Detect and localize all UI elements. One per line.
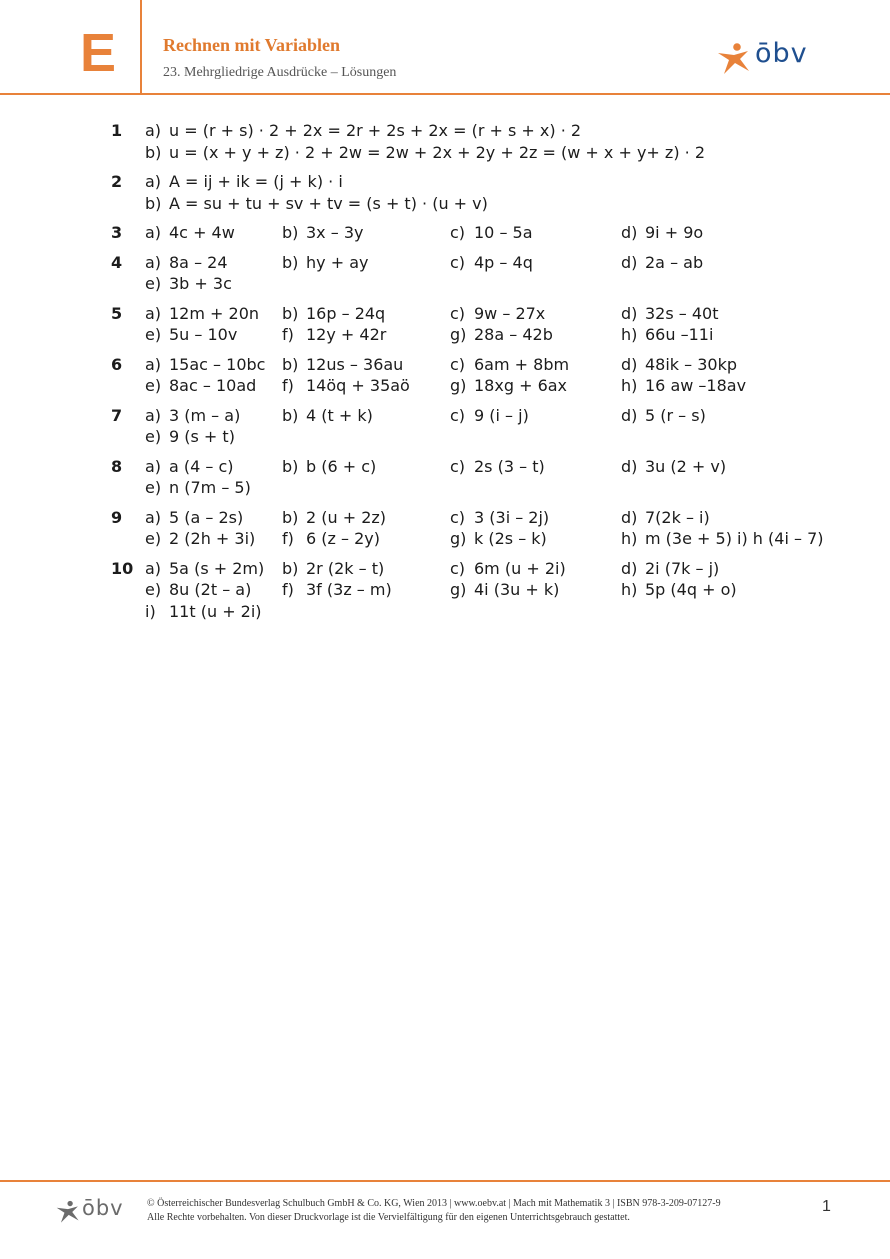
answer-label: d) (621, 354, 638, 374)
answer-text: A = su + tu + sv + tv = (s + t) · (u + v) (169, 193, 488, 213)
exercise-number: 10 (111, 558, 134, 578)
answer-label: c) (450, 558, 466, 578)
answer-label: d) (621, 252, 638, 272)
answer-text: 12y + 42r (306, 325, 387, 344)
answer-text: 14öq + 35aö (306, 376, 410, 395)
answer-row (0, 222, 890, 244)
answer-item (621, 405, 706, 427)
answer-text: 2 (u + 2z) (306, 507, 387, 527)
answer-item (145, 273, 232, 295)
answer-label: f) (282, 580, 294, 599)
answer-label: g) (450, 325, 467, 344)
answer-label: e) (145, 325, 162, 344)
answer-label: a) (145, 558, 162, 578)
exercise-number: 4 (111, 252, 123, 272)
answer-text: u = (r + s) · 2 + 2x = 2r + 2s + 2x = (r + s + x) · 2 (169, 121, 582, 140)
answer-text: 12m + 20n (169, 303, 260, 323)
page-subtitle: 23. Mehrgliedrige Ausdrücke – Lösungen (163, 65, 397, 80)
answer-text: 3f (3z – m) (306, 580, 392, 599)
answer-label: a) (145, 507, 162, 527)
answer-label: b) (282, 405, 299, 425)
answer-row (0, 579, 890, 601)
answer-text: hy + ay (306, 252, 369, 272)
answer-item (450, 354, 569, 376)
answer-row (0, 120, 890, 142)
answer-label: d) (621, 456, 638, 476)
solutions-list (0, 120, 890, 630)
answer-item (621, 456, 726, 478)
exercise-number: 9 (111, 507, 123, 527)
answer-item (621, 252, 703, 274)
answer-text: 66u –11i (645, 325, 714, 344)
answer-item (145, 171, 343, 193)
answer-item (621, 579, 737, 601)
answer-label: e) (145, 427, 162, 446)
answer-text: 5 (a – 2s) (169, 507, 244, 527)
answer-item (621, 303, 719, 325)
answer-item (145, 252, 228, 274)
answer-text: 9 (s + t) (169, 427, 235, 446)
answer-text: 5a (s + 2m) (169, 558, 265, 578)
answer-item (282, 303, 385, 325)
exercise-block (0, 405, 890, 448)
answer-label: b) (282, 223, 299, 242)
answer-text: b (6 + c) (306, 456, 377, 476)
answer-label: b) (282, 252, 299, 272)
answer-item (450, 507, 549, 529)
answer-label: d) (621, 558, 638, 578)
answer-text: 48ik – 30kp (645, 354, 738, 374)
answer-label: c) (450, 303, 466, 323)
answer-item (145, 477, 251, 499)
answer-label: a) (145, 405, 162, 425)
answer-label: a) (145, 121, 162, 140)
answer-text: 5u – 10v (169, 325, 238, 344)
answer-text: 15ac – 10bc (169, 354, 266, 374)
answer-item (282, 354, 403, 376)
exercise-block (0, 507, 890, 550)
answer-item (145, 426, 235, 448)
answer-item (145, 507, 243, 529)
exercise-number: 5 (111, 303, 123, 323)
obv-star-icon (717, 42, 751, 76)
answer-item (621, 222, 703, 244)
answer-label: e) (145, 478, 162, 497)
answer-item (282, 222, 363, 244)
answer-label: c) (450, 354, 466, 374)
answer-item (145, 375, 256, 397)
answer-item (450, 579, 559, 601)
answer-text: 11t (u + 2i) (169, 601, 262, 621)
answer-label: f) (282, 325, 294, 344)
answer-item (621, 375, 746, 397)
answer-item (450, 252, 533, 274)
answer-text: 12us – 36au (306, 354, 404, 374)
footer-logo (56, 1198, 136, 1226)
answer-item (282, 507, 386, 529)
answer-label: e) (145, 580, 162, 599)
obv-star-icon (56, 1200, 80, 1224)
answer-item (282, 456, 376, 478)
answer-item (282, 558, 384, 580)
answer-label: b) (282, 558, 299, 578)
answer-item (145, 456, 234, 478)
footer-divider (0, 1180, 890, 1182)
answer-item (145, 405, 240, 427)
answer-row (0, 273, 890, 295)
answer-text: 5p (4q + o) (645, 580, 737, 599)
answer-row (0, 252, 890, 274)
answer-text: 9i + 9o (645, 223, 704, 242)
answer-item (145, 579, 251, 601)
exercise-number: 7 (111, 405, 123, 425)
answer-row (0, 324, 890, 346)
answer-text: 2i (7k – j) (645, 558, 720, 578)
answer-item (621, 558, 719, 580)
answer-label: b) (145, 193, 162, 213)
answer-label: d) (621, 223, 638, 242)
answer-label: e) (145, 529, 162, 548)
exercise-block (0, 354, 890, 397)
answer-label: c) (450, 456, 466, 476)
answer-item (145, 558, 264, 580)
exercise-block (0, 303, 890, 346)
answer-item (621, 507, 710, 529)
answer-label: b) (282, 456, 299, 476)
answer-text: 3u (2 + v) (645, 456, 727, 476)
answer-item (145, 193, 488, 215)
answer-item (145, 354, 265, 376)
exercise-block (0, 558, 890, 623)
exercise-block (0, 171, 890, 214)
answer-text: k (2s – k) (474, 529, 547, 548)
answer-row (0, 477, 890, 499)
answer-item (145, 142, 705, 164)
answer-text: 4 (t + k) (306, 405, 373, 425)
answer-label: d) (621, 405, 638, 425)
answer-text: 3 (m – a) (169, 405, 241, 425)
answer-item (621, 354, 737, 376)
answer-row (0, 193, 890, 215)
answer-label: h) (621, 325, 638, 344)
answer-text: 3 (3i – 2j) (474, 507, 550, 527)
answer-item (145, 324, 237, 346)
answer-text: 9 (i – j) (474, 405, 529, 425)
answer-item (450, 324, 553, 346)
answer-item (282, 252, 368, 274)
answer-label: b) (145, 142, 162, 162)
answer-item (450, 375, 567, 397)
page-header (0, 0, 890, 95)
header-vertical-divider (140, 0, 142, 94)
logo-text: ōbv (755, 38, 808, 69)
answer-row (0, 426, 890, 448)
answer-text: 2r (2k – t) (306, 558, 385, 578)
answer-label: b) (282, 507, 299, 527)
answer-text: 7(2k – i) (645, 507, 710, 527)
answer-label: f) (282, 529, 294, 548)
answer-label: c) (450, 405, 466, 425)
exercise-block (0, 252, 890, 295)
answer-text: 5 (r – s) (645, 405, 706, 425)
answer-row (0, 171, 890, 193)
answer-text: 6am + 8bm (474, 354, 570, 374)
page-title: Rechnen mit Variablen (163, 35, 341, 55)
answer-item (145, 303, 259, 325)
answer-row (0, 558, 890, 580)
answer-label: g) (450, 529, 467, 548)
answer-item (282, 375, 410, 397)
answer-row (0, 601, 890, 623)
answer-item (450, 558, 566, 580)
answer-label: g) (450, 376, 467, 395)
copyright-line: © Österreichischer Bundesverlag Schulbuch GmbH & Co. KG, Wien 2013 | www.oebv.at | Mach mit Mathematik 3 | ISBN 978-3-209-07127-9 (147, 1198, 721, 1209)
answer-row (0, 354, 890, 376)
answer-item (621, 324, 713, 346)
answer-text: 4i (3u + k) (474, 580, 560, 599)
answer-row (0, 142, 890, 164)
answer-row (0, 528, 890, 550)
answer-item (450, 303, 545, 325)
section-letter: E (80, 23, 117, 83)
answer-label: h) (621, 376, 638, 395)
answer-text: 6 (z – 2y) (306, 529, 380, 548)
answer-label: f) (282, 376, 294, 395)
answer-text: m (3e + 5) i) h (4i – 7) (645, 529, 824, 548)
answer-item (450, 222, 533, 244)
publisher-logo (717, 40, 827, 76)
answer-label: e) (145, 274, 162, 293)
answer-text: a (4 – c) (169, 456, 234, 476)
answer-label: a) (145, 303, 162, 323)
answer-text: 8ac – 10ad (169, 376, 257, 395)
answer-label: i) (145, 601, 156, 621)
answer-text: u = (x + y + z) · 2 + 2w = 2w + 2x + 2y + 2z = (w + x + y+ z) · 2 (169, 142, 705, 162)
answer-label: e) (145, 376, 162, 395)
answer-text: 8a – 24 (169, 252, 228, 272)
answer-item (621, 528, 823, 550)
answer-item (145, 222, 235, 244)
answer-text: 18xg + 6ax (474, 376, 568, 395)
footer-logo-text: ōbv (82, 1196, 124, 1220)
answer-item (145, 601, 262, 623)
exercise-block (0, 120, 890, 163)
answer-row (0, 507, 890, 529)
answer-text: 2a – ab (645, 252, 704, 272)
answer-text: A = ij + ik = (j + k) · i (169, 172, 343, 191)
answer-text: n (7m – 5) (169, 478, 251, 497)
rights-line: Alle Rechte vorbehalten. Von dieser Druckvorlage ist die Vervielfältigung für den eigenen Unterrichtsgebrauch gestattet. (147, 1212, 630, 1223)
answer-label: a) (145, 456, 162, 476)
answer-row (0, 456, 890, 478)
answer-label: a) (145, 252, 162, 272)
exercise-number: 2 (111, 172, 123, 191)
exercise-block (0, 222, 890, 244)
answer-item (282, 405, 373, 427)
answer-label: c) (450, 223, 466, 242)
answer-item (145, 528, 255, 550)
answer-item (450, 456, 545, 478)
answer-label: c) (450, 252, 466, 272)
answer-text: 3x – 3y (306, 223, 364, 242)
answer-label: g) (450, 580, 467, 599)
exercise-number: 3 (111, 223, 123, 242)
answer-text: 16 aw –18av (645, 376, 747, 395)
exercise-number: 6 (111, 354, 123, 374)
answer-label: a) (145, 223, 162, 242)
answer-text: 2 (2h + 3i) (169, 529, 256, 548)
answer-row (0, 405, 890, 427)
answer-item (145, 120, 581, 142)
header-divider (0, 93, 890, 95)
answer-text: 16p – 24q (306, 303, 386, 323)
answer-item (450, 528, 547, 550)
answer-label: c) (450, 507, 466, 527)
answer-label: a) (145, 354, 162, 374)
answer-label: d) (621, 507, 638, 527)
answer-text: 4p – 4q (474, 252, 533, 272)
answer-text: 9w – 27x (474, 303, 546, 323)
answer-text: 2s (3 – t) (474, 456, 545, 476)
copyright-notice (147, 1197, 721, 1225)
exercise-number: 8 (111, 456, 123, 476)
answer-label: b) (282, 303, 299, 323)
answer-text: 10 – 5a (474, 223, 533, 242)
exercise-block (0, 456, 890, 499)
answer-label: d) (621, 303, 638, 323)
page-number: 1 (822, 1198, 831, 1215)
exercise-number: 1 (111, 121, 123, 140)
answer-label: a) (145, 172, 162, 191)
answer-text: 32s – 40t (645, 303, 719, 323)
answer-item (282, 579, 392, 601)
answer-text: 6m (u + 2i) (474, 558, 566, 578)
answer-item (282, 324, 386, 346)
answer-item (450, 405, 529, 427)
answer-text: 8u (2t – a) (169, 580, 252, 599)
answer-text: 3b + 3c (169, 274, 232, 293)
answer-row (0, 303, 890, 325)
answer-label: b) (282, 354, 299, 374)
answer-text: 4c + 4w (169, 223, 235, 242)
answer-row (0, 375, 890, 397)
answer-label: h) (621, 529, 638, 548)
answer-item (282, 528, 380, 550)
answer-text: 28a – 42b (474, 325, 553, 344)
answer-label: h) (621, 580, 638, 599)
